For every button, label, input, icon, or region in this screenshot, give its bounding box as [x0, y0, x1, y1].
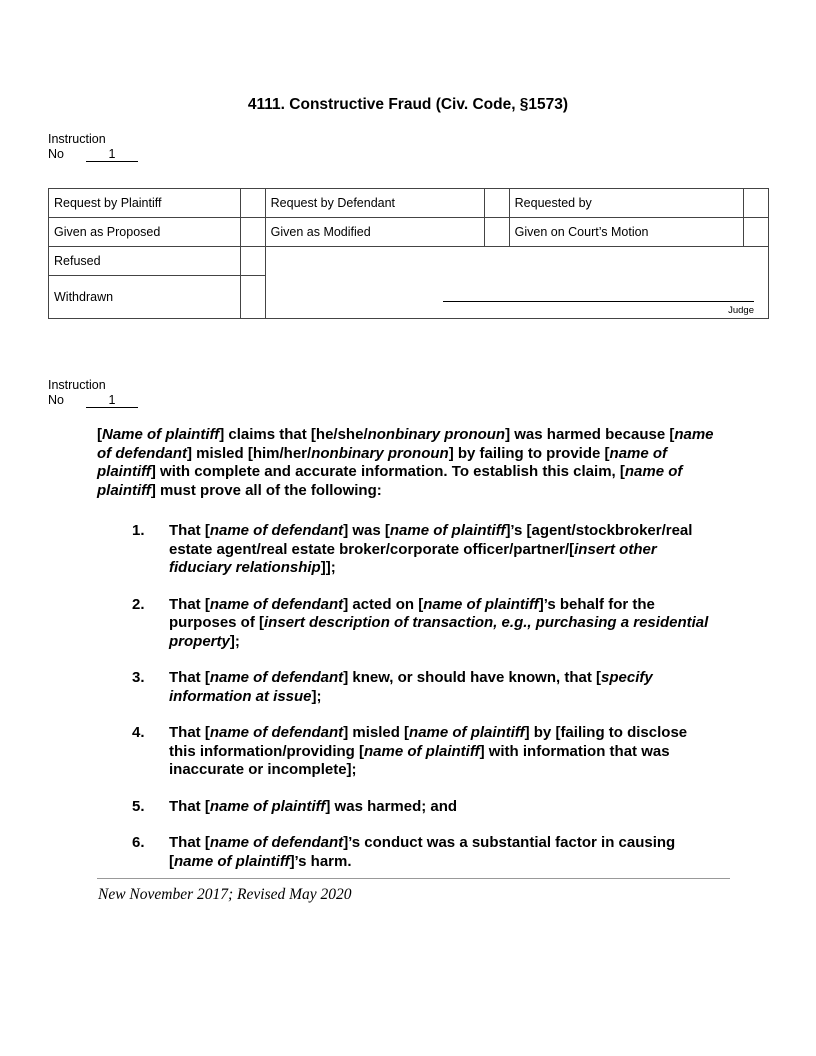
withdrawn-label: Withdrawn	[49, 276, 241, 319]
request-by-plaintiff-checkbox[interactable]	[240, 189, 265, 218]
elements-list	[97, 522, 717, 871]
instruction-body	[97, 426, 717, 889]
judge-signature-area	[265, 247, 768, 319]
judge-label: Judge	[728, 305, 754, 316]
given-on-courts-motion-label: Given on Court’s Motion	[509, 218, 743, 247]
request-by-defendant-checkbox[interactable]	[484, 189, 509, 218]
given-as-proposed-label: Given as Proposed	[49, 218, 241, 247]
list-item: 1. That [name of defendant] was [name of plaintiff]’s [agent/stockbroker/real estate agent/real estate broker/corporate officer/partner/[insert other fiduciary relationship]];	[132, 522, 693, 576]
given-as-modified-label: Given as Modified	[265, 218, 484, 247]
footer-divider	[97, 878, 730, 879]
list-item: 6. That [name of defendant]’s conduct was a substantial factor in causing [name of plaintiff]’s harm.	[132, 834, 676, 870]
refused-label: Refused	[49, 247, 241, 276]
page-title: 4111. Constructive Fraud (Civ. Code, §1573)	[247, 96, 569, 113]
instruction-number-field[interactable]: 1	[86, 393, 138, 408]
given-as-modified-checkbox[interactable]	[484, 218, 509, 247]
revision-note: New November 2017; Revised May 2020	[98, 886, 352, 903]
requested-by-checkbox[interactable]	[744, 189, 769, 218]
withdrawn-checkbox[interactable]	[240, 276, 265, 319]
given-on-courts-motion-checkbox[interactable]	[744, 218, 769, 247]
request-table	[48, 188, 769, 319]
refused-checkbox[interactable]	[240, 247, 265, 276]
judge-signature-line[interactable]	[443, 301, 754, 302]
intro-paragraph: [Name of plaintiff] claims that [he/she/nonbinary pronoun] was harmed because [name of defendant] misled [him/her/nonbinary pronoun] by failing to provide [name of plaintiff] with complete and accurate information. To establish this claim, [name of plaintiff] must prove all of the following:	[97, 426, 714, 499]
request-by-plaintiff-label: Request by Plaintiff	[49, 189, 241, 218]
instruction-number-field[interactable]: 1	[86, 147, 138, 162]
list-item: 2. That [name of defendant] acted on [name of plaintiff]’s behalf for the purposes of [insert description of transaction, e.g., purchasing a residential property];	[132, 595, 709, 650]
requested-by-label: Requested by	[509, 189, 743, 218]
no-label: No	[48, 393, 64, 407]
list-item: 5. That [name of plaintiff] was harmed; and	[132, 797, 458, 815]
list-item: 4. That [name of defendant] misled [name of plaintiff] by [failing to disclose this information/providing [name of plaintiff] with information that was inaccurate or incomplete];	[132, 724, 688, 778]
no-label: No	[48, 147, 64, 161]
instruction-number-top	[48, 132, 138, 162]
instruction-number-bottom	[48, 378, 138, 408]
given-as-proposed-checkbox[interactable]	[240, 218, 265, 247]
request-by-defendant-label: Request by Defendant	[265, 189, 484, 218]
instruction-label: Instruction	[48, 132, 106, 146]
instruction-label: Instruction	[48, 378, 106, 392]
list-item: 3. That [name of defendant] knew, or should have known, that [specify information at issue];	[132, 669, 653, 705]
